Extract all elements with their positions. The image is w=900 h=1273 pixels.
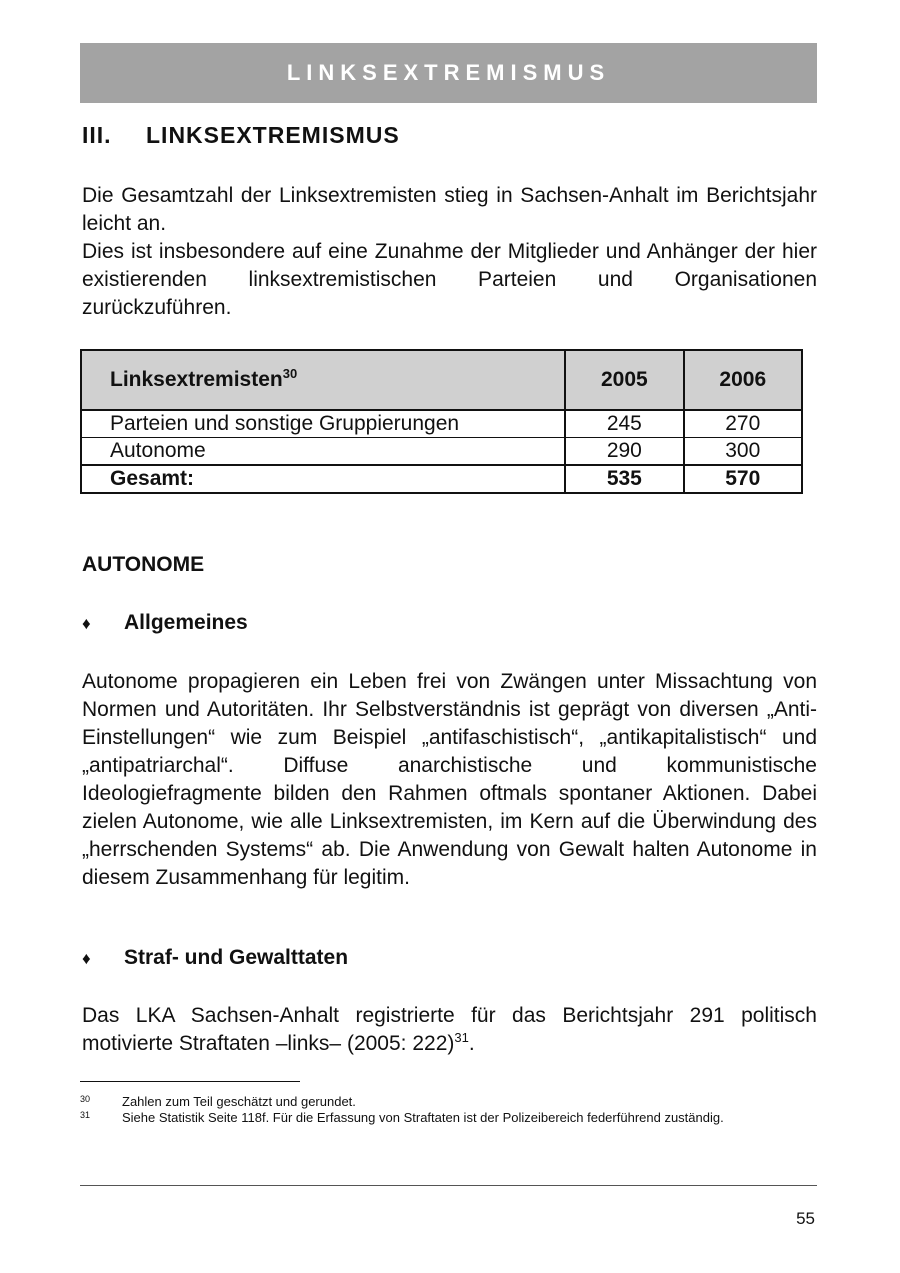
subsection-title: Allgemeines (124, 611, 248, 634)
chapter-number: III. (82, 122, 112, 148)
chapter-heading (82, 122, 400, 149)
allgemeines-paragraph: Autonome propagieren ein Leben frei von Zwängen unter Missachtung von Normen und Autoritäten. Ihr Selbstverständnis ist geprägt von diversen „Anti-Einstellungen“ wie zum Beispiel „antifaschistisch“, „antikapitalistisch“ und „antipatriarchal“. Diffuse anarchistische und kommunistische Ideologiefragmente bilden den Rahmen oftmals spontaner Aktionen. Dabei zielen Autonome, wie alle Linksextremisten, im Kern auf die Überwindung des „herrschenden Systems“ ab. Die Anwendung von Gewalt halten Autonome in diesem Zusammenhang für legitim. (82, 670, 817, 889)
total-2006: 570 (684, 465, 802, 493)
table-row (81, 410, 802, 438)
diamond-bullet-icon: ♦ (82, 614, 91, 633)
table-header-label: Linksextremisten$^{30}$ (81, 350, 565, 410)
row-label: Parteien und sonstige Gruppierungen (81, 410, 565, 438)
value-2005: 245 (565, 410, 683, 438)
footnote-text: Siehe Statistik Seite 118f. Für die Erfassung von Straftaten ist der Polizeibereich federführend zuständig. (122, 1110, 724, 1125)
subsection-heading-allgemeines (82, 611, 248, 635)
page-footer-rule (80, 1185, 817, 1186)
footnote-number: 30 (80, 1094, 91, 1104)
statistics-table (80, 349, 803, 494)
footnote-text: Zahlen zum Teil geschätzt und gerundet. (122, 1094, 356, 1109)
total-label: Gesamt: (81, 465, 565, 493)
table-row (81, 438, 802, 466)
straftaten-paragraph: Das LKA Sachsen-Anhalt registrierte für das Berichtsjahr 291 politisch motivierte Straftaten –links– (2005: 222)$^{31}$. (82, 1004, 817, 1055)
footnote-separator (80, 1081, 300, 1082)
table-header-2005: 2005 (565, 350, 683, 410)
section-title: AUTONOME (82, 553, 205, 576)
footnote-ref-30: 30 (282, 366, 298, 381)
table-total-row (81, 465, 802, 493)
page-number: 55 (796, 1209, 815, 1228)
running-header (80, 43, 817, 103)
value-2005: 290 (565, 438, 683, 466)
table-header-row (81, 350, 802, 410)
footnote-ref-31: 31 (454, 1030, 469, 1045)
footnote-number: 31 (80, 1110, 91, 1120)
row-label: Autonome (81, 438, 565, 466)
running-header-title: LINKSEXTREMISMUS (286, 60, 611, 85)
table-header-2006: 2006 (684, 350, 802, 410)
subsection-title: Straf- und Gewalttaten (124, 946, 349, 969)
diamond-bullet-icon: ♦ (82, 949, 91, 968)
value-2006: 300 (684, 438, 802, 466)
total-2005: 535 (565, 465, 683, 493)
value-2006: 270 (684, 410, 802, 438)
chapter-title: LINKSEXTREMISMUS (146, 122, 400, 148)
intro-paragraph-1: Die Gesamtzahl der Linksextremisten stieg in Sachsen-Anhalt im Berichtsjahr leicht an. (82, 184, 817, 235)
intro-paragraph-2: Dies ist insbesondere auf eine Zunahme der Mitglieder und Anhänger der hier existierenden linksextremistischen Parteien und Organisationen zurückzuführen. (82, 240, 817, 319)
subsection-heading-straftaten (82, 946, 348, 970)
